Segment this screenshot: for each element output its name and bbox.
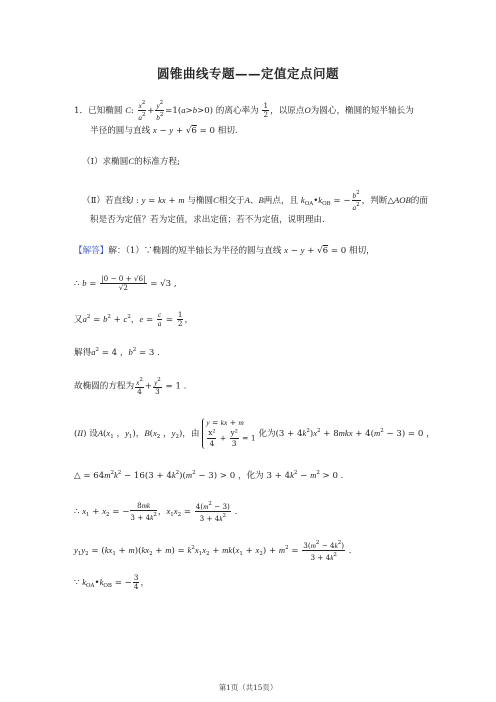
problem-text: 的离心率为 [215, 106, 259, 116]
problem-text: （Ⅱ）若直线 [82, 196, 131, 206]
fraction: $\frac{y^2}{b^2}$ [156, 100, 164, 122]
solution-vieta: ∴ $x_1 + x_2$ = − $\frac{8mk}{3 + 4k^2}$ ，$x_1x_2$ = $\frac{4(m^2 - 3)}{3 + 4k^2}$ . [74, 500, 238, 523]
fraction: $\frac{x^2}{a^2}$ [138, 100, 146, 122]
problem-text: 为圆心，椭圆的短半轴长为 [310, 106, 414, 116]
problem-line-2: 半径的圆与直线 x − y + √6 = 0 相切. [90, 125, 238, 136]
solution-b-value: ∴ b = $\frac{|0 - 0 + √6|}{√2}$ = √3 , [74, 274, 177, 292]
problem-text: 半径的圆与直线 [90, 126, 151, 136]
solution-text: 由 [190, 429, 200, 439]
problem-text: ，判断 [361, 196, 388, 206]
solution-text: 化为 [258, 429, 276, 439]
solution-text: 解：（1）∵椭圆的短半轴长为半径的圆与直线 [108, 246, 282, 256]
problem-part-1: （Ⅰ）求椭圆C的标准方程; [82, 156, 180, 167]
solution-discriminant: △ = $64m^2k^2 - 16(3 + 4k^2)(m^2 - 3) > 0$ ，化为 $3 + 4k^2 - m^2 > 0$ . [74, 470, 344, 481]
problem-part-2-line-2: 积是否为定值？若为定值，求出定值；若不为定值，说明理由. [90, 215, 325, 225]
problem-text: 的面 [410, 196, 428, 206]
solution-text: 相切， [348, 246, 375, 256]
problem-text: 相切. [217, 126, 238, 136]
fraction: $\frac{3}{4}$ [133, 573, 139, 591]
problem-text: 的标准方程; [134, 157, 180, 167]
solution-text: 设 [89, 429, 98, 439]
solution-part-2-setup: (II) 设$A(x_1$ ，$y_1$)，$B(x_2$ ，$y_2$)，由 y = kx + m $\frac{\text{x²}}{4}$ + $\frac{\text{y²}}{3}$ = 1 化为$(3 + 4k^2)x^2 + 8mkx + 4(m^2 - 3) = 0$ ， [74, 418, 435, 448]
problem-number: 1． [74, 106, 89, 116]
fraction: $\frac{x^2}{4}$ [136, 377, 143, 396]
solution-slope-product: ∵ $k_{OA}•k_{OB}$ = − $\frac{3}{4}$ ， [74, 573, 150, 591]
equation-system: y = kx + m $\frac{\text{x²}}{4}$ + $\frac{\text{y²}}{3}$ = 1 [202, 418, 255, 449]
solution-eccentricity: 又$a^2 = b^2 + c^2$，e = $\frac{c}{a}$ = $\frac{1}{2}$ ， [74, 310, 194, 328]
problem-text: 相交于 [218, 196, 245, 206]
answer-label: 【解答】 [74, 246, 109, 256]
fraction: $\frac{1}{2}$ [263, 101, 269, 119]
solution-y-product: $y_1y_2 = (kx_1 + m)(kx_2 + m) = k^2x_1x_2 + mk(x_1 + x_2) + m^2$ = $\frac{3(m^2 - 4k^2)}{3 + 4k^2}$ . [74, 540, 352, 562]
solution-text: ，化为 [237, 471, 264, 481]
fraction: $\frac{1}{2}$ [177, 310, 183, 328]
problem-text: 已知椭圆 [88, 106, 123, 116]
problem-text: 与椭圆 [187, 196, 214, 206]
page-title: 圆锥曲线专题——定值定点问题 [156, 66, 339, 81]
solution-intro: 【解答】解：（1）∵椭圆的短半轴长为半径的圆与直线 x − y + √6 = 0 相切， [74, 245, 375, 256]
fraction: $\frac{3(m^2 - 4k^2)}{3 + 4k^2}$ [303, 540, 345, 562]
fraction: $\frac{b^2}{a^2}$ [352, 190, 360, 212]
fraction: $\frac{y^2}{3}$ [154, 377, 161, 396]
solution-text: 解得 [74, 348, 92, 358]
solution-text: 故椭圆的方程为 [74, 381, 135, 392]
problem-part-2: （Ⅱ）若直线l : y = kx + m 与椭圆C相交于A、B两点，且 $k_{OA}•k_{OB}$ = − $\frac{b^2}{a^2}$ ，判断△AOB的面 [82, 190, 428, 212]
problem-text: 两点，且 [263, 196, 299, 206]
solution-text: ∵ [74, 578, 80, 588]
fraction: $\frac{8mk}{3 + 4k^2}$ [130, 500, 157, 522]
fraction: $\frac{c}{a}$ [157, 311, 162, 328]
fraction: $\frac{4(m^2 - 3)}{3 + 4k^2}$ [195, 501, 230, 523]
page-footer: 第1页（共15页） [218, 683, 278, 692]
problem-text: ，以原点 [270, 106, 305, 116]
solution-ellipse-equation: 故椭圆的方程为 $\frac{x^2}{4}$ + $\frac{y^2}{3}$ = 1 . [74, 377, 187, 396]
fraction: $\frac{|0 - 0 + √6|}{√2}$ [101, 274, 146, 292]
solution-text: 又 [74, 315, 83, 325]
problem-line-1: 1．已知椭圆 C: $\frac{x^2}{a^2}$ + $\frac{y^2}{b^2}$ =1(a>b>0) 的离心率为 $\frac{1}{2}$ ，以原点O为圆心，椭圆的短半轴长为 [74, 100, 414, 122]
problem-text: （Ⅰ）求椭圆 [82, 157, 129, 167]
solution-solve: 解得$a^2 = 4$ ，$b^2 = 3$ . [74, 347, 160, 358]
